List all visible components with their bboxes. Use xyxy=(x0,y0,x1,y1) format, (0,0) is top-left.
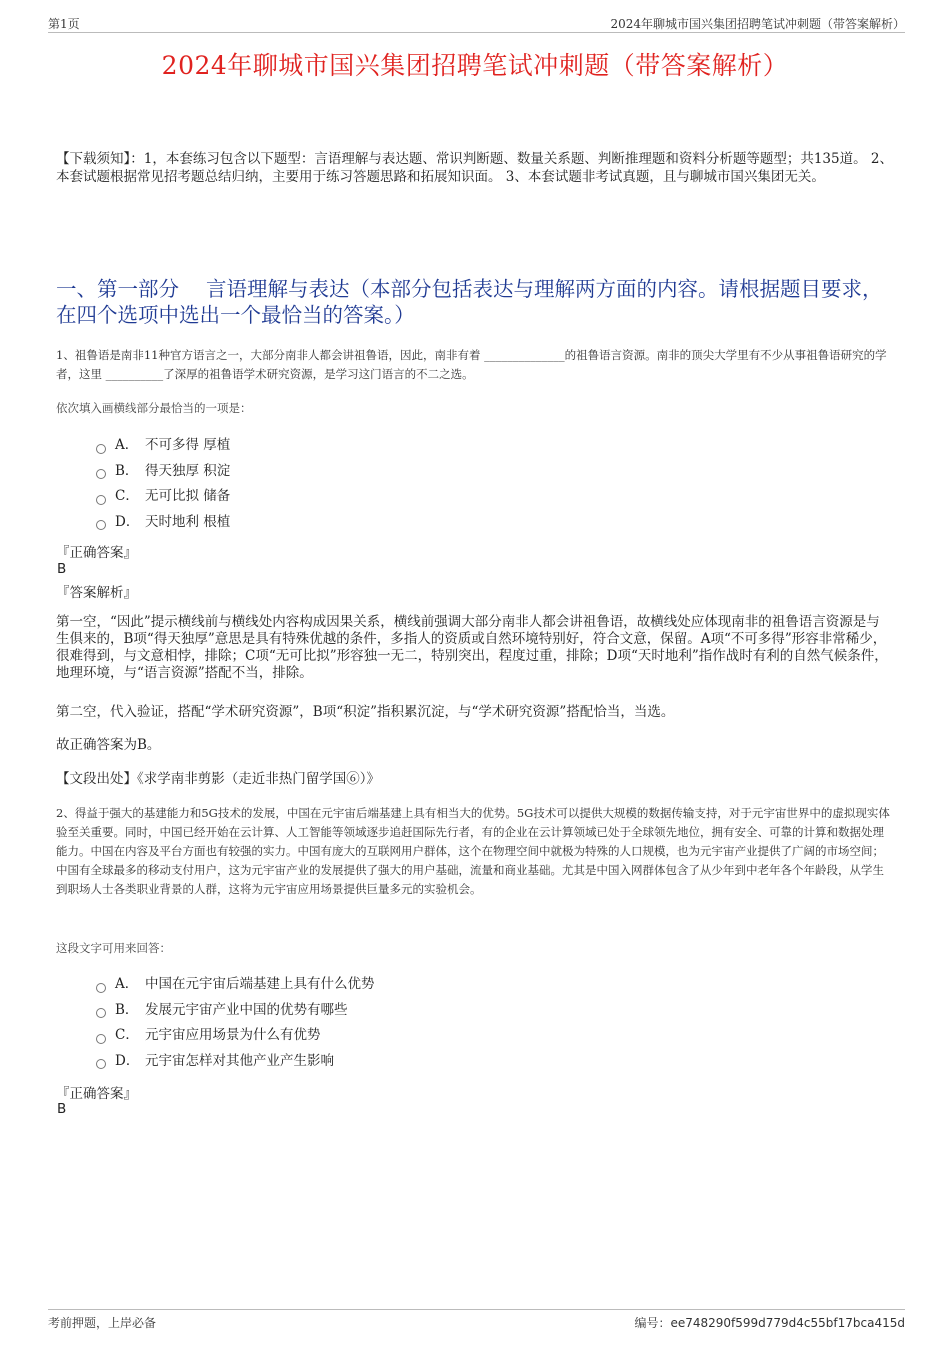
question-1-analysis-paragraph-3: 故正确答案为B。 xyxy=(56,737,161,753)
download-notice: 【下载须知】：1，本套练习包含以下题型：言语理解与表达题、常识判断题、数量关系题、判断推理题和资料分析题等题型；共135道。 2、本套试题根据常见招考题总结归纳，主要用于练习答题思路和拓展知识面。 3、本套试题非考试真题，且与聊城市国兴集团无关。 xyxy=(56,151,893,185)
section-heading: 一、第一部分 言语理解与表达（本部分包括表达与理解两方面的内容。请根据题目要求，在四个选项中选出一个最恰当的答案。） xyxy=(56,277,883,327)
option-text: 得天独厚 积淀 xyxy=(145,462,231,479)
radio-button[interactable] xyxy=(96,1059,106,1069)
option-letter: B． xyxy=(115,1001,139,1018)
radio-button[interactable] xyxy=(96,1008,106,1018)
page-header xyxy=(48,14,905,33)
option-d[interactable] xyxy=(96,1050,375,1076)
option-text: 发展元宇宙产业中国的优势有哪些 xyxy=(145,1001,348,1018)
option-text: 元宇宙怎样对其他产业产生影响 xyxy=(145,1052,334,1069)
option-text: 天时地利 根植 xyxy=(145,513,231,530)
radio-button[interactable] xyxy=(96,444,106,454)
radio-button[interactable] xyxy=(96,520,106,530)
question-1-answer: B xyxy=(57,561,67,577)
question-2-answer: B xyxy=(57,1101,67,1117)
option-text: 中国在元宇宙后端基建上具有什么优势 xyxy=(145,976,375,992)
question-1-text-part2: 的祖鲁语言资源。南非的顶尖大学里有不少从事祖鲁语研究的学者，这里 xyxy=(56,348,887,381)
option-letter: C． xyxy=(115,488,139,504)
question-2-stem: 2、得益于强大的基建能力和5G技术的发展，中国在元宇宙后端基建上具有相当大的优势。5G技术可以提供大规模的数据传输支持，对于元宇宙世界中的虚拟现实体验至关重要。同时，中国已经开始在云计算、人工智能等领域逐步追赶国际先行者，有的企业在云计算领域已处于全球领先地位，拥有安全、可靠的计算和数据处理能力。中国在内容及平台方面也有较强的实力。中国有庞大的互联网用户群体，这个在物理空间中就极为特殊的人口规模，也为元宇宙产业提供了广阔的市场空间；中国有全球最多的移动支付用户，这为元宇宙产业的发展提供了强大的用户基础，流量和商业基础。尤其是中国入网群体包含了从少年到中老年各个年龄段，从学生到职场人士各类职业背景的人群，这将为元宇宙应用场景提供巨量多元的实验机会。 xyxy=(56,806,890,896)
question-1-blank-2: __________ xyxy=(105,367,164,381)
option-a[interactable] xyxy=(96,434,230,460)
radio-button[interactable] xyxy=(96,1034,106,1044)
option-d[interactable] xyxy=(96,511,230,537)
option-letter: B． xyxy=(115,462,139,479)
question-1-source: 【文段出处】《求学南非剪影（走近非热门留学国⑥）》 xyxy=(56,771,380,787)
code-value: ee748290f599d779d4c55bf17bca415d xyxy=(670,1316,905,1330)
radio-button[interactable] xyxy=(96,983,106,993)
option-text: 无可比拟 储备 xyxy=(145,488,231,504)
option-text: 元宇宙应用场景为什么有优势 xyxy=(145,1027,321,1043)
document-title: 2024年聊城市国兴集团招聘笔试冲刺题（带答案解析） xyxy=(161,51,789,80)
question-2-prompt: 这段文字可用来回答： xyxy=(56,941,171,955)
question-1-stem xyxy=(56,346,894,384)
option-c[interactable] xyxy=(96,485,230,511)
question-1-text-part1: 1、祖鲁语是南非11种官方语言之一，大部分南非人都会讲祖鲁语，因此，南非有着 xyxy=(56,348,485,362)
running-title: 2024年聊城市国兴集团招聘笔试冲刺题（带答案解析） xyxy=(610,17,905,31)
option-letter: D． xyxy=(115,513,140,530)
document-code xyxy=(634,1314,905,1331)
question-1-analysis-paragraph-2: 第二空，代入验证，搭配“学术研究资源”，B项“积淀”指积累沉淀，与“学术研究资源”搭配恰当，当选。 xyxy=(56,704,675,720)
page-number: 第1页 xyxy=(48,17,80,31)
option-b[interactable] xyxy=(96,460,230,486)
option-letter: A． xyxy=(115,437,139,453)
question-1-prompt: 依次填入画横线部分最恰当的一项是： xyxy=(56,401,252,415)
question-1-blank-1: ______________ xyxy=(484,348,565,362)
option-letter: D． xyxy=(115,1052,140,1069)
radio-button[interactable] xyxy=(96,495,106,505)
option-c[interactable] xyxy=(96,1024,375,1050)
question-2-answer-label: 『正确答案』 xyxy=(56,1086,137,1102)
option-letter: A． xyxy=(115,976,139,992)
code-label: 编号： xyxy=(634,1316,671,1330)
option-a[interactable] xyxy=(96,973,375,999)
question-1-analysis-label: 『答案解析』 xyxy=(56,585,137,601)
radio-button[interactable] xyxy=(96,469,106,479)
question-2-options xyxy=(96,973,375,1075)
option-text: 不可多得 厚植 xyxy=(145,437,231,453)
question-1-text-part3: 了深厚的祖鲁语学术研究资源，是学习这门语言的不二之选。 xyxy=(163,367,474,381)
question-1-options xyxy=(96,434,230,536)
footer-slogan: 考前押题，上岸必备 xyxy=(48,1316,157,1330)
page-footer xyxy=(48,1309,905,1334)
question-1-answer-label: 『正确答案』 xyxy=(56,545,137,561)
option-b[interactable] xyxy=(96,999,375,1025)
question-1-analysis-paragraph-1: 第一空，“因此”提示横线前与横线处内容构成因果关系，横线前强调大部分南非人都会讲祖鲁语，故横线处应体现南非的祖鲁语言资源是与生俱来的，B项“得天独厚”意思是具有特殊优越的条件，多指人的资质或自然环境特别好，符合文意，保留。A项“不可多得”形容非常稀少，很难得到，与文意相悖，排除；C项“无可比拟”形容独一无二，特别突出，程度过重，排除；D项“天时地利”指作战时有利的自然气候条件，地理环境，与“语言资源”搭配不当，排除。 xyxy=(56,614,888,681)
option-letter: C． xyxy=(115,1027,139,1043)
